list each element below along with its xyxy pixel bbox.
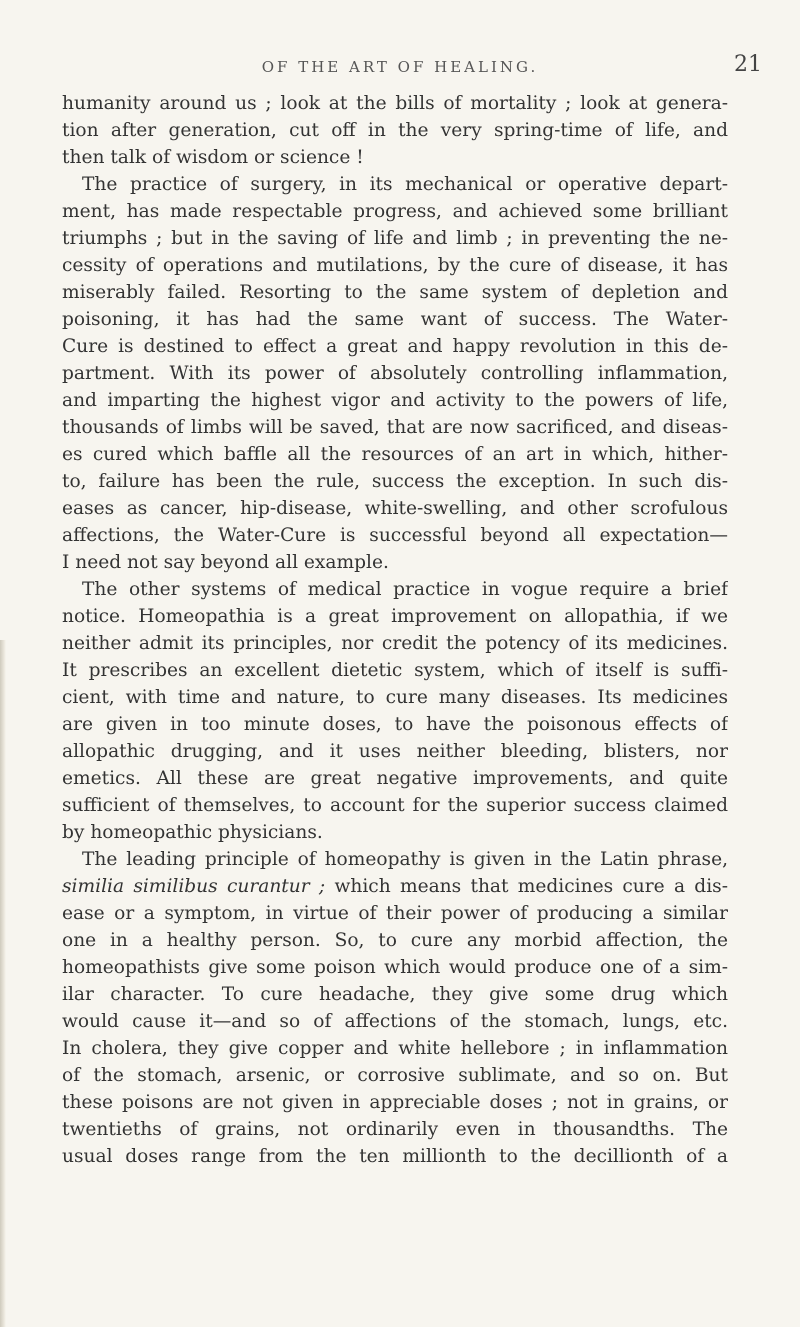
latin-line-rest: which means that medicines cure a dis- (325, 876, 728, 897)
running-head (30, 52, 770, 82)
text-line: twentieths of grains, not ordinarily even in thousandths. The (62, 1119, 728, 1140)
body-text (62, 90, 728, 1170)
text-line: tion after generation, cut off in the very spring-time of life, and (62, 120, 728, 141)
text-line: In cholera, they give copper and white hellebore ; in inflammation (62, 1038, 728, 1059)
text-line: The practice of surgery, in its mechanical or operative depart- (82, 174, 728, 195)
text-line: allopathic drugging, and it uses neither bleeding, blisters, nor (62, 741, 728, 762)
latin-phrase: similia similibus curantur ; (62, 876, 326, 897)
text-line: these poisons are not given in appreciable doses ; not in grains, or (62, 1092, 728, 1113)
text-line: miserably failed. Resorting to the same system of depletion and (62, 282, 728, 303)
text-line: It prescribes an excellent dietetic system, which of itself is suffi- (62, 660, 728, 681)
running-title: OF THE ART OF HEALING. (261, 58, 539, 76)
text-line: sufficient of themselves, to account for the superior success claimed (62, 795, 728, 816)
text-line: eases as cancer, hip-disease, white-swelling, and other scrofulous (62, 498, 728, 519)
page-binding-edge (0, 640, 6, 1327)
text-line: Cure is destined to effect a great and happy revolution in this de- (62, 336, 728, 357)
text-line: are given in too minute doses, to have the poisonous effects of (62, 714, 728, 735)
text-line: The leading principle of homeopathy is given in the Latin phrase, (82, 849, 728, 870)
text-line: notice. Homeopathia is a great improvement on allopathia, if we (62, 606, 728, 627)
text-line: cessity of operations and mutilations, by the cure of disease, it has (62, 255, 728, 276)
text-line: es cured which baffle all the resources of an art in which, hither- (62, 444, 728, 465)
text-line: homeopathists give some poison which would produce one of a sim- (62, 957, 728, 978)
text-line: ment, has made respectable progress, and achieved some brilliant (62, 201, 728, 222)
text-line: ease or a symptom, in virtue of their power of producing a similar (62, 903, 728, 924)
text-line: of the stomach, arsenic, or corrosive sublimate, and so on. But (62, 1065, 728, 1086)
text-line: cient, with time and nature, to cure many diseases. Its medicines (62, 687, 728, 708)
text-line: emetics. All these are great negative improvements, and quite (62, 768, 728, 789)
text-line: one in a healthy person. So, to cure any morbid affection, the (62, 930, 728, 951)
text-line: and imparting the highest vigor and activity to the powers of life, (62, 390, 728, 411)
text-line: to, failure has been the rule, success the exception. In such dis- (62, 471, 728, 492)
text-line: thousands of limbs will be saved, that are now sacrificed, and diseas- (62, 417, 728, 438)
text-line: then talk of wisdom or science ! (62, 147, 364, 168)
text-line: would cause it—and so of affections of the stomach, lungs, etc. (62, 1011, 728, 1032)
text-line: by homeopathic physicians. (62, 822, 323, 843)
text-line: poisoning, it has had the same want of success. The Water- (62, 309, 728, 330)
page-number: 21 (734, 52, 762, 77)
text-line-latin (62, 873, 728, 900)
text-line: neither admit its principles, nor credit the potency of its medicines. (62, 633, 728, 654)
text-line: The other systems of medical practice in vogue require a brief (82, 579, 728, 600)
text-line: I need not say beyond all example. (62, 552, 389, 573)
text-line: ilar character. To cure headache, they give some drug which (62, 984, 728, 1005)
text-line: usual doses range from the ten millionth to the decillionth of a (62, 1146, 728, 1167)
text-line: affections, the Water-Cure is successful beyond all expectation— (62, 525, 728, 546)
text-line: partment. With its power of absolutely controlling inflammation, (62, 363, 728, 384)
text-line: triumphs ; but in the saving of life and limb ; in preventing the ne- (62, 228, 728, 249)
text-line: humanity around us ; look at the bills of mortality ; look at genera- (62, 93, 728, 114)
